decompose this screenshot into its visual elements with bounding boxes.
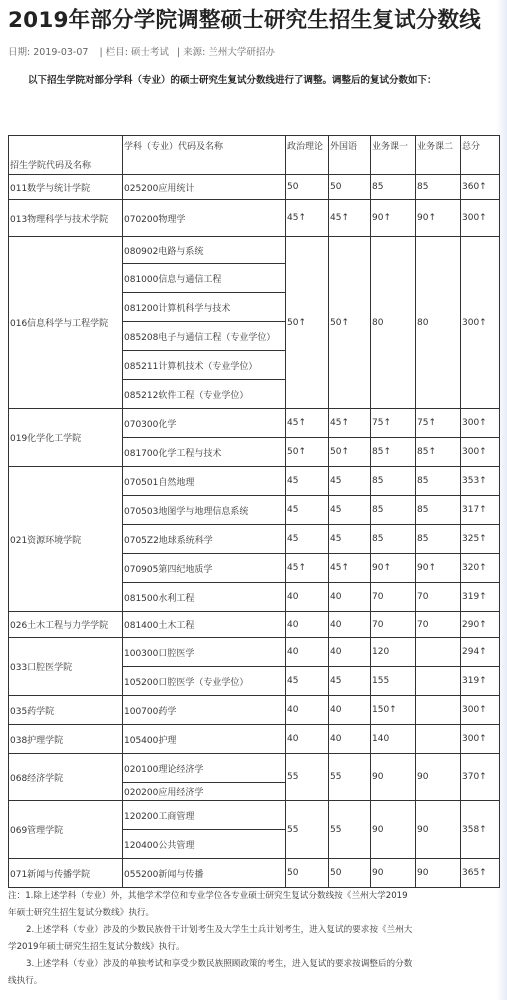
cell-subject: 105200口腔医学（专业学位） [123,667,286,696]
cell-course2: 90↑ [416,200,461,237]
note-3-line-2: 线执行。 [8,976,43,986]
cell-subject: 055200新闻与传播 [123,859,286,888]
cell-school: 035药学院 [9,696,123,725]
cell-course1: 70 [371,612,416,638]
cell-politics: 55 [286,801,329,859]
cell-subject: 105400护理 [123,725,286,754]
intro-paragraph: 以下招生学院对部分学科（专业）的硕士研究生复试分数线进行了调整。调整后的复试分数如下： [28,75,437,86]
cell-total: 290↑ [461,612,500,638]
cell-politics: 45 [286,525,329,554]
cell-foreign: 55 [329,754,371,801]
note-3-line-1: 3.上述学科（专业）涉及的单独考试和享受少数民族照顾政策的考生，进入复试的要求按调整后的分数 [26,959,413,969]
cell-course1: 90↑ [371,554,416,583]
cell-total: 360↑ [461,175,500,200]
cell-school: 013物理科学与技术学院 [9,200,123,237]
cell-course1: 90↑ [371,200,416,237]
cell-course2: 75↑ [416,409,461,438]
cell-subject: 081000信息与通信工程 [123,264,286,293]
cell-course1: 90 [371,754,416,801]
note-1-line-1: 注：1.除上述学科（专业）外，其他学术学位和专业学位各专业硕士研究生复试分数线按《兰州大学2019 [8,891,408,901]
cell-subject: 020200应用经济学 [123,783,286,801]
cell-subject: 085211计算机技术（专业学位） [123,351,286,380]
cell-school: 021资源环境学院 [9,467,123,612]
cell-course1: 85 [371,525,416,554]
cell-foreign: 40 [329,725,371,754]
cell-foreign: 55 [329,801,371,859]
cell-politics: 40 [286,725,329,754]
table-row [9,175,500,200]
cell-course2: 85↑ [416,438,461,467]
cell-school: 068经济学院 [9,754,123,801]
cell-subject: 080902电路与系统 [123,237,286,264]
cell-subject: 070300化学 [123,409,286,438]
cell-course2: 85 [416,496,461,525]
cell-foreign: 45↑ [329,409,371,438]
note-2-line-1: 2.上述学科（专业）涉及的少数民族骨干计划考生及大学生士兵计划考生，进入复试的要求按《兰州大 [26,925,413,935]
cell-course1: 85↑ [371,438,416,467]
table-row [9,638,500,667]
header-total: 总分 [461,136,500,175]
cell-course2: 70 [416,583,461,612]
meta-column-link[interactable]: | 栏目: 硕士考试 [99,47,169,58]
cell-total: 325↑ [461,525,500,554]
cell-school: 016信息科学与工程学院 [9,237,123,409]
cell-foreign: 50 [329,175,371,200]
cell-total: 358↑ [461,801,500,859]
cell-politics: 50↑ [286,438,329,467]
cell-subject: 070501自然地理 [123,467,286,496]
cell-subject: 081200计算机科学与技术 [123,293,286,322]
cell-total: 319↑ [461,583,500,612]
cell-course1: 90 [371,801,416,859]
cell-subject: 070503地图学与地理信息系统 [123,496,286,525]
cell-total: 300↑ [461,237,500,409]
cell-school: 038护理学院 [9,725,123,754]
cell-course2: 90↑ [416,554,461,583]
cell-politics: 45↑ [286,409,329,438]
cell-foreign: 40 [329,612,371,638]
cell-course1: 150↑ [371,696,416,725]
cell-course1: 140 [371,725,416,754]
table-row [9,237,500,264]
cell-course2 [416,667,461,696]
cell-foreign: 40 [329,638,371,667]
cell-politics: 45 [286,496,329,525]
cell-course1: 75↑ [371,409,416,438]
page-title: 2019年部分学院调整硕士研究生招生复试分数线 [8,8,481,33]
table-row [9,725,500,754]
cell-subject: 085212软件工程（专业学位） [123,380,286,409]
cell-subject: 085208电子与通信工程（专业学位） [123,322,286,351]
cell-politics: 50 [286,859,329,888]
header-course2: 业务课二 [416,136,461,175]
cell-course2: 85 [416,467,461,496]
cell-foreign: 45 [329,496,371,525]
table-row [9,859,500,888]
header-subject: 学科（专业）代码及名称 [123,136,286,175]
cell-school: 033口腔医学院 [9,638,123,696]
cell-course1: 80 [371,237,416,409]
cell-subject: 081700化学工程与技术 [123,438,286,467]
cell-foreign: 45↑ [329,200,371,237]
header-school: 招生学院代码及名称 [9,136,123,175]
cell-course2: 80 [416,237,461,409]
cell-total: 370↑ [461,754,500,801]
cell-politics: 45↑ [286,554,329,583]
cell-total: 320↑ [461,554,500,583]
cell-course2: 85 [416,175,461,200]
table-row [9,801,500,830]
cell-course1: 155 [371,667,416,696]
cell-politics: 50↑ [286,237,329,409]
cell-total: 300↑ [461,725,500,754]
cell-politics: 45 [286,667,329,696]
cell-politics: 45 [286,467,329,496]
cell-foreign: 45 [329,467,371,496]
cell-course2 [416,696,461,725]
cell-politics: 45↑ [286,200,329,237]
cell-subject: 025200应用统计 [123,175,286,200]
header-foreign: 外国语 [329,136,371,175]
cell-subject: 120200工商管理 [123,801,286,830]
cell-school: 026土木工程与力学学院 [9,612,123,638]
note-2-line-2: 学2019年硕士研究生招生复试分数线》执行。 [8,942,185,952]
meta-source: | 来源: 兰州大学研招办 [176,47,275,58]
table-row [9,467,500,496]
notes [8,888,499,990]
cell-course1: 85 [371,467,416,496]
cell-foreign: 45 [329,667,371,696]
cell-subject: 081400土木工程 [123,612,286,638]
cell-subject: 0705Z2地球系统科学 [123,525,286,554]
cell-subject: 020100理论经济学 [123,754,286,783]
cell-politics: 40 [286,583,329,612]
cell-total: 300↑ [461,696,500,725]
article [8,6,499,880]
score-table [8,135,500,888]
cell-subject: 081500水利工程 [123,583,286,612]
cell-subject: 120400公共管理 [123,830,286,859]
cell-school: 071新闻与传播学院 [9,859,123,888]
cell-foreign: 50 [329,859,371,888]
cell-school: 011数学与统计学院 [9,175,123,200]
article-meta [8,46,499,60]
table-row [9,409,500,438]
cell-foreign: 45 [329,525,371,554]
table-header-row [9,136,500,175]
cell-politics: 40 [286,612,329,638]
cell-total: 365↑ [461,859,500,888]
header-politics: 政治理论 [286,136,329,175]
cell-politics: 40 [286,638,329,667]
cell-foreign: 45↑ [329,554,371,583]
cell-school: 069管理学院 [9,801,123,859]
cell-course2: 90 [416,754,461,801]
cell-total: 319↑ [461,667,500,696]
cell-foreign: 40 [329,696,371,725]
cell-total: 353↑ [461,467,500,496]
meta-date: 日期: 2019-03-07 [8,47,89,58]
cell-foreign: 40 [329,583,371,612]
cell-total: 300↑ [461,409,500,438]
cell-foreign: 50↑ [329,237,371,409]
table-row [9,696,500,725]
table-row [9,200,500,237]
cell-course1: 85 [371,496,416,525]
cell-total: 300↑ [461,200,500,237]
cell-politics: 50 [286,175,329,200]
cell-subject: 070200物理学 [123,200,286,237]
cell-subject: 070905第四纪地质学 [123,554,286,583]
cell-subject: 100300口腔医学 [123,638,286,667]
cell-subject: 100700药学 [123,696,286,725]
cell-course1: 85 [371,175,416,200]
header-course1: 业务课一 [371,136,416,175]
cell-school: 019化学化工学院 [9,409,123,467]
table-row [9,754,500,783]
note-1-line-2: 年硕士研究生招生复试分数线》执行。 [8,908,155,918]
cell-total: 300↑ [461,438,500,467]
cell-foreign: 50↑ [329,438,371,467]
cell-total: 294↑ [461,638,500,667]
cell-politics: 55 [286,754,329,801]
cell-course2 [416,638,461,667]
cell-course2: 85 [416,525,461,554]
cell-course1: 90 [371,859,416,888]
cell-course1: 120 [371,638,416,667]
table-row [9,612,500,638]
cell-total: 317↑ [461,496,500,525]
cell-course2: 90 [416,801,461,859]
cell-course2: 90 [416,859,461,888]
cell-course1: 70 [371,583,416,612]
cell-course2: 70 [416,612,461,638]
cell-course2 [416,725,461,754]
cell-politics: 40 [286,696,329,725]
